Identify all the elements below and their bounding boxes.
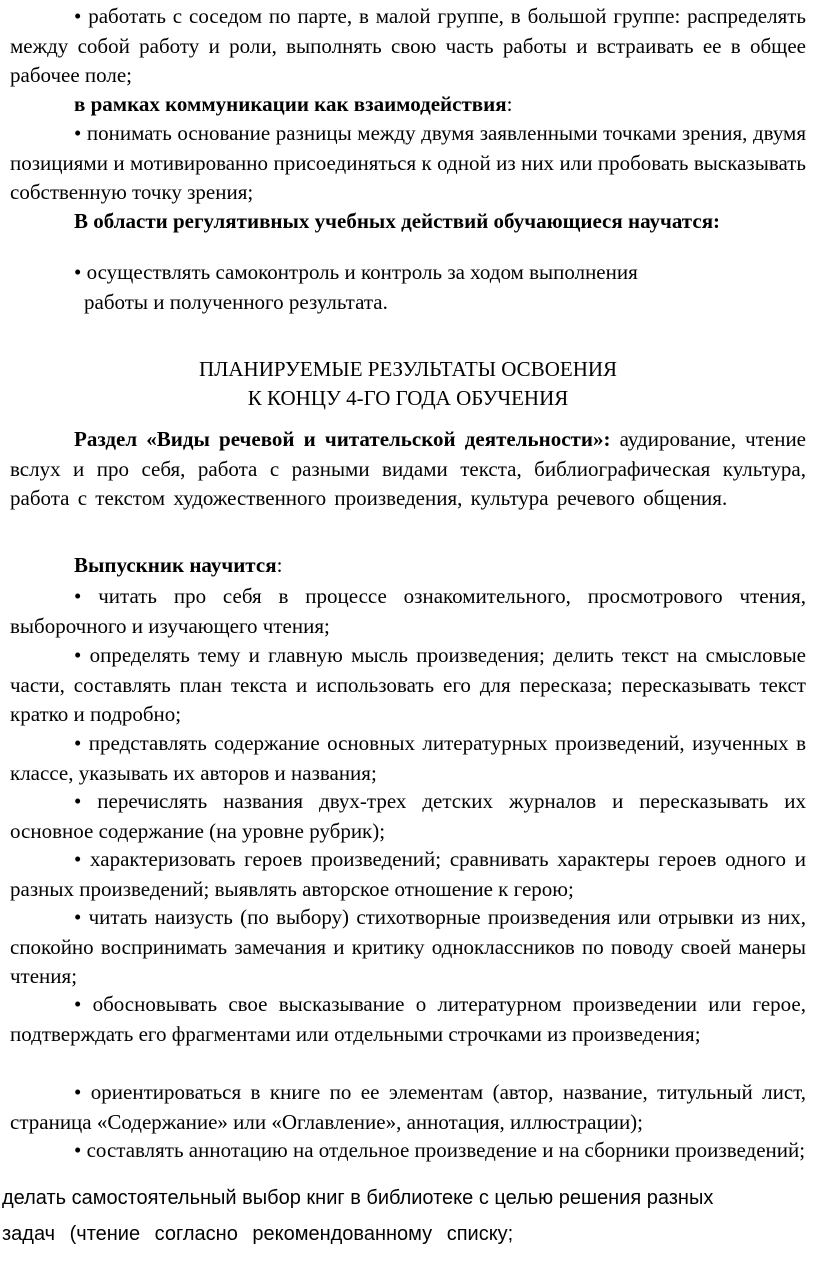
heading-graduate-text: Выпускник научится xyxy=(74,553,277,577)
heading-communication-colon: : xyxy=(506,92,513,116)
paragraph-section xyxy=(10,425,806,514)
heading-graduate-colon: : xyxy=(276,553,283,577)
title-line-2: К КОНЦУ 4-ГО ГОДА ОБУЧЕНИЯ xyxy=(247,386,569,410)
paragraph-self-control xyxy=(74,258,806,317)
section-description: аудирование, чтение вслух и про себя, работа с разными видами текста, библиографическая культура, работа с текстом художественного произведения, культура речевого общения. xyxy=(10,427,807,510)
heading-communication xyxy=(10,90,806,120)
heading-graduate xyxy=(10,551,806,581)
paragraph-cooperation: • работать с соседом по парте, в малой группе, в большой группе: распределять между собой работу и роли, выполнять свою часть работы и встраивать ее в общее рабочее поле; xyxy=(10,4,806,87)
bullet-annotation: • составлять аннотацию на отдельное произведение и на сборники произведений; xyxy=(74,1138,806,1162)
bullet-book-elements: • ориентироваться в книге по ее элементам (автор, название, титульный лист, страница «Содержание» или «Оглавление», аннотация, иллюстрации); xyxy=(10,1080,806,1134)
bullet-characterize-heroes: • характеризовать героев произведений; сравнивать характеры героев одного и разных произведений; выявлять авторское отношение к герою; xyxy=(10,847,806,901)
bullet-recite: • читать наизусть (по выбору) стихотворные произведения или отрывки из них, спокойно воспринимать замечания и критику одноклассников по поводу своей манеры чтения; xyxy=(10,905,806,988)
bullet-present-content: • представлять содержание основных литературных произведений, изученных в классе, указывать их авторов и названия; xyxy=(10,731,806,785)
heading-communication-text: в рамках коммуникации как взаимодействия xyxy=(74,92,507,116)
title-line-1: ПЛАНИРУЕМЫЕ РЕЗУЛЬТАТЫ ОСВОЕНИЯ xyxy=(198,357,618,381)
self-control-line1: • осуществлять самоконтроль и контроль за ходом выполнения xyxy=(74,260,638,284)
library-choice-line1: делать самостоятельный выбор книг в библиотеке с целью решения разных xyxy=(2,1187,714,1209)
section-heading: Раздел «Виды речевой и читательской деятельности»: xyxy=(74,427,611,451)
library-choice-line2: задач (чтение согласно рекомендованному списку; xyxy=(2,1223,514,1245)
self-control-line2: работы и полученного результата. xyxy=(84,289,388,314)
bullet-justify-opinion: • обосновывать свое высказывание о литературном произведении или герое, подтверждать его фрагментами или отдельными строчками из произведения; xyxy=(10,992,806,1046)
bullet-read-silently: • читать про себя в процессе ознакомительного, просмотрового чтения, выборочного и изучающего чтения; xyxy=(10,584,806,638)
bullet-magazines: • перечислять названия двух-трех детских журналов и пересказывать их основное содержание (на уровне рубрик); xyxy=(10,789,806,843)
heading-regulatory: В области регулятивных учебных действий обучающиеся научатся: xyxy=(74,209,721,233)
bullet-define-theme: • определять тему и главную мысль произведения; делить текст на смысловые части, составлять план текста и использовать его для пересказа; пересказывать текст кратко и подробно; xyxy=(10,643,806,726)
paragraph-viewpoints: • понимать основание разницы между двумя заявленными точками зрения, двумя позициями и мотивированно присоединяться к одной из них или пробовать высказывать собственную точку зрения; xyxy=(10,121,806,204)
